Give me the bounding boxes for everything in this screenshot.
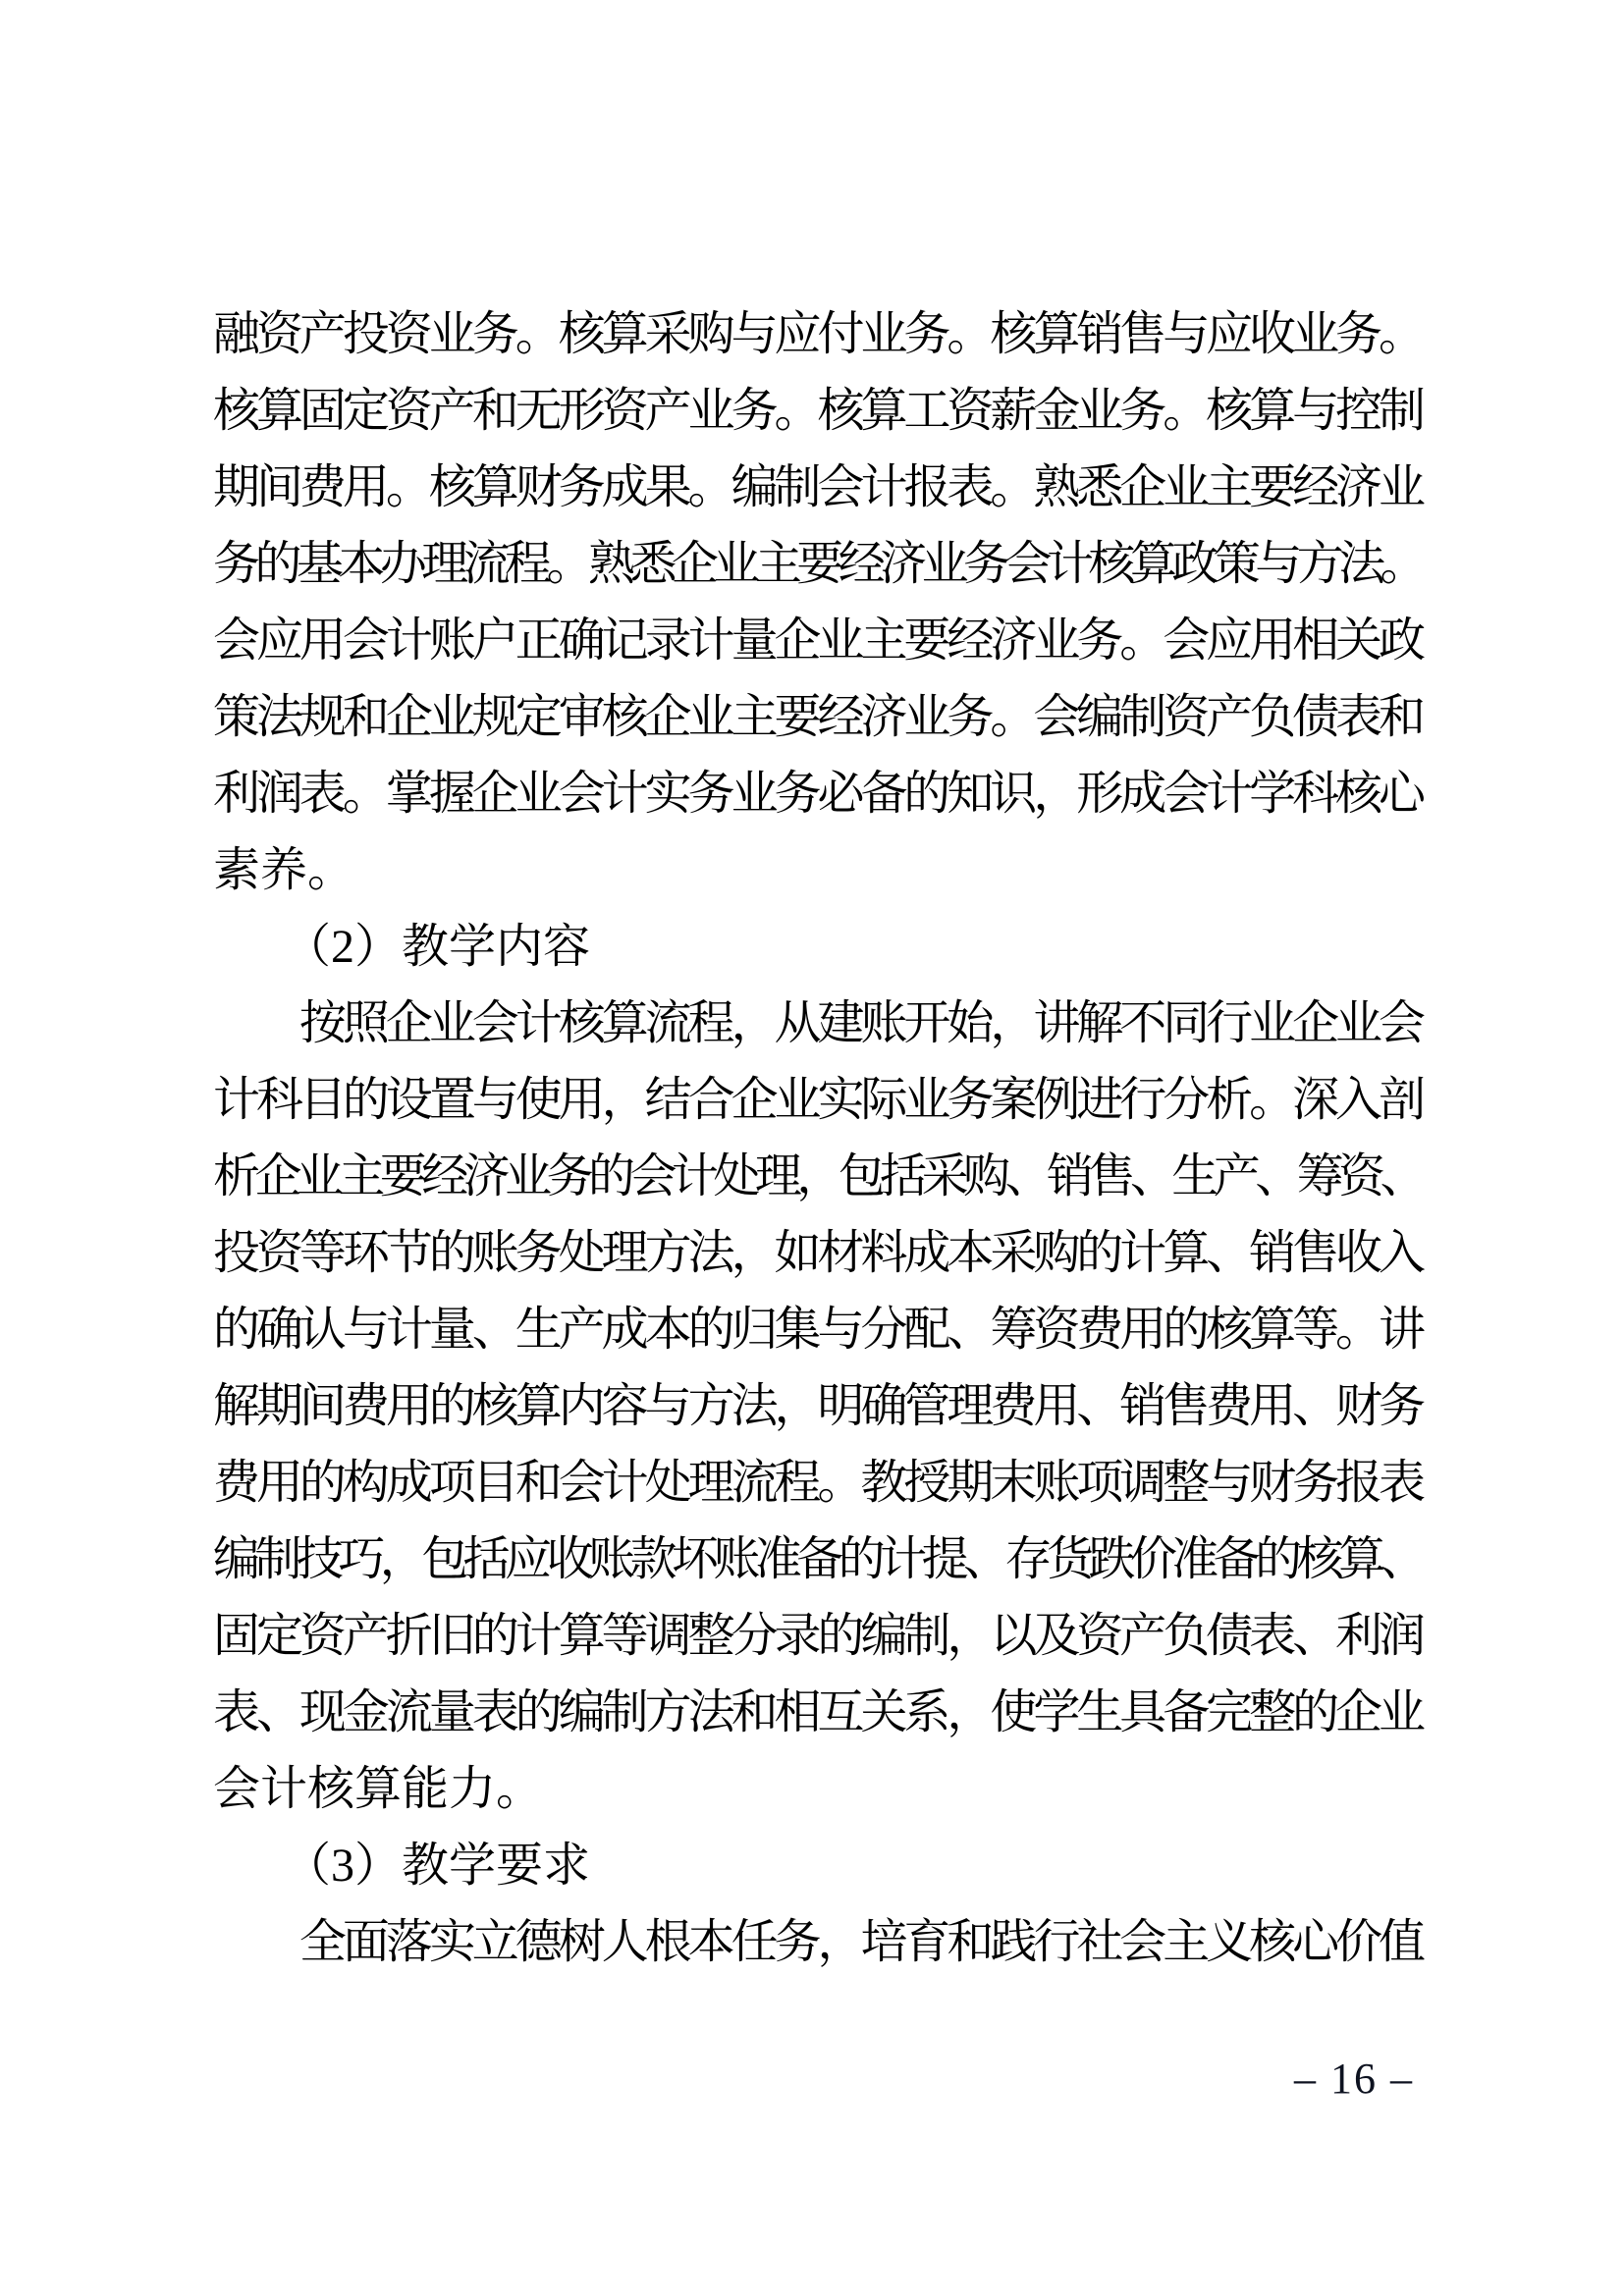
- text-line: 会计核算能力。: [213, 1763, 544, 1815]
- text-line: 计科目的设置与使用，结合企业实际业务案例进行分析。深入剖: [213, 1074, 1422, 1126]
- text-line: 投资等环节的账务处理方法，如材料成本采购的计算、销售收入: [213, 1227, 1422, 1279]
- heading-teaching-content: [213, 909, 1422, 986]
- page-number: – 16 –: [1294, 2055, 1414, 2103]
- heading-teaching-requirements: [213, 1828, 1422, 1904]
- text-line: 会应用会计账户正确记录计量企业主要经济业务。会应用相关政: [213, 614, 1422, 667]
- text-line: 按照企业会计核算流程，从建账开始，讲解不同行业企业会: [213, 997, 1422, 1049]
- text-line: 费用的构成项目和会计处理流程。教授期末账项调整与财务报表: [213, 1457, 1422, 1509]
- text-line: 的确认与计量、生产成本的归集与分配、筹资费用的核算等。讲: [213, 1304, 1422, 1356]
- text-line: 全面落实立德树人根本任务，培育和践行社会主义核心价值: [213, 1916, 1422, 1968]
- text-line: 素养。: [213, 844, 355, 896]
- text-line: 策法规和企业规定审核企业主要经济业务。会编制资产负债表和: [213, 691, 1422, 743]
- text-line: 期间费用。核算财务成果。编制会计报表。熟悉企业主要经济业: [213, 461, 1422, 513]
- paragraph-teaching-requirements: [213, 1904, 1422, 1981]
- text-line: （2）教学内容: [213, 921, 591, 973]
- text-line: 固定资产折旧的计算等调整分录的编制，以及资产负债表、利润: [213, 1610, 1422, 1662]
- text-line: 编制技巧，包括应收账款坏账准备的计提、存货跌价准备的核算、: [213, 1533, 1422, 1585]
- document-body: [213, 296, 1422, 1981]
- text-line: 融资产投资业务。核算采购与应付业务。核算销售与应收业务。: [213, 308, 1422, 360]
- text-line: 析企业主要经济业务的会计处理，包括采购、销售、生产、筹资、: [213, 1150, 1422, 1202]
- text-line: （3）教学要求: [213, 1840, 591, 1892]
- paragraph-teaching-content: [213, 986, 1422, 1828]
- paragraph-accounting-tasks: [213, 296, 1422, 909]
- text-line: 核算固定资产和无形资产业务。核算工资薪金业务。核算与控制: [213, 385, 1422, 437]
- text-line: 利润表。掌握企业会计实务业务必备的知识，形成会计学科核心: [213, 768, 1422, 820]
- text-line: 解期间费用的核算内容与方法，明确管理费用、销售费用、财务: [213, 1380, 1422, 1432]
- text-line: 务的基本办理流程。熟悉企业主要经济业务会计核算政策与方法。: [213, 538, 1422, 590]
- text-line: 表、现金流量表的编制方法和相互关系，使学生具备完整的企业: [213, 1686, 1422, 1738]
